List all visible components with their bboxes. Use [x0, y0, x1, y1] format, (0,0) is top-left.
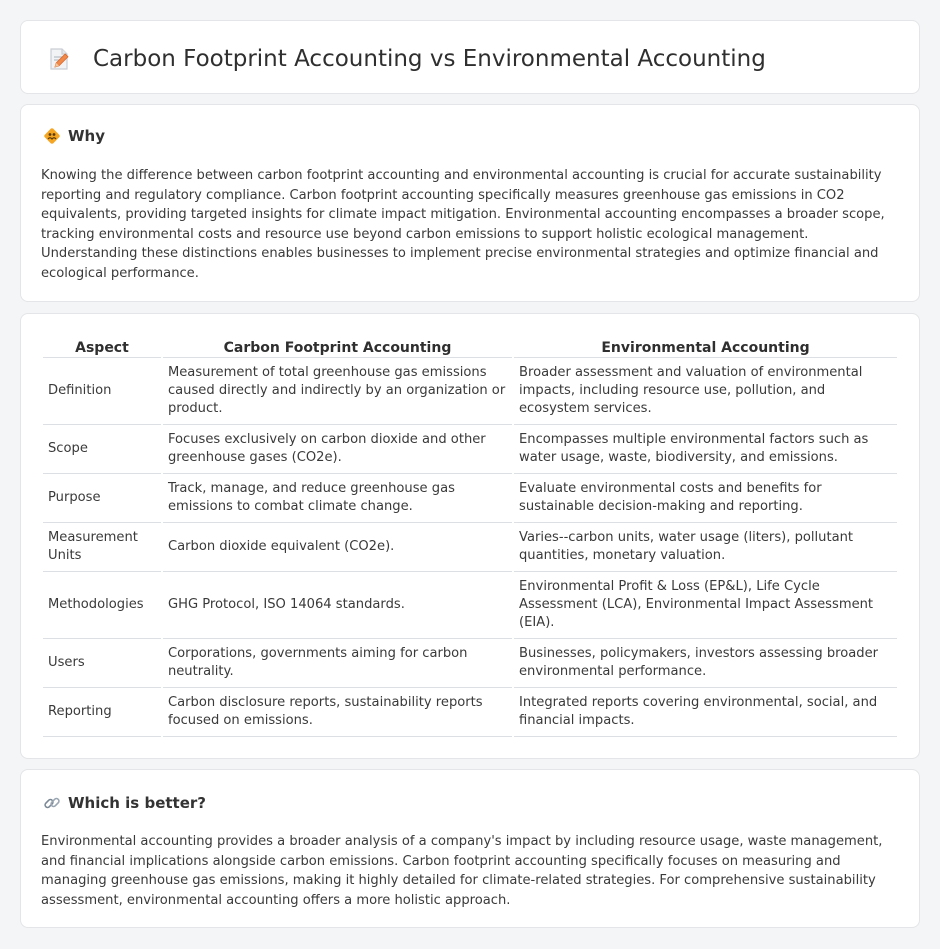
- title-row: [46, 41, 766, 77]
- header-carbon: Carbon Footprint Accounting: [163, 336, 512, 358]
- table-row: [43, 474, 897, 523]
- better-heading-label: Which is better?: [68, 794, 206, 812]
- cell-carbon: Carbon dioxide equivalent (CO2e).: [163, 523, 512, 572]
- cell-aspect: Purpose: [43, 474, 161, 523]
- table-row: [43, 358, 897, 425]
- cell-environmental: Integrated reports covering environmental, social, and financial impacts.: [514, 688, 897, 737]
- diamond-people-icon: [43, 127, 61, 145]
- link-icon: [43, 794, 61, 812]
- cell-carbon: GHG Protocol, ISO 14064 standards.: [163, 572, 512, 639]
- cell-aspect: Measurement Units: [43, 523, 161, 572]
- table-row: [43, 425, 897, 474]
- table-row: [43, 688, 897, 737]
- why-paragraph: Knowing the difference between carbon footprint accounting and environmental accounting is crucial for accurate sustainability reporting and regulatory compliance. Carbon footprint accounting specifically measures greenhouse gas emissions in CO2 equivalents, providing targeted insights for climate impact mitigation. Environmental accounting encompasses a broader scope, tracking environmental costs and resource use beyond carbon emissions to support holistic ecological management. Understanding these distinctions enables businesses to implement precise environmental strategies and optimize financial and ecological performance.: [41, 168, 885, 281]
- cell-carbon: Corporations, governments aiming for carbon neutrality.: [163, 639, 512, 688]
- better-heading: [43, 794, 206, 812]
- comparison-section: [20, 313, 920, 759]
- cell-aspect: Methodologies: [43, 572, 161, 639]
- cell-aspect: Definition: [43, 358, 161, 425]
- which-better-section: [20, 769, 920, 928]
- cell-aspect: Reporting: [43, 688, 161, 737]
- header-environmental: Environmental Accounting: [514, 336, 897, 358]
- cell-environmental: Businesses, policymakers, investors assessing broader environmental performance.: [514, 639, 897, 688]
- table-row: [43, 523, 897, 572]
- cell-aspect: Users: [43, 639, 161, 688]
- cell-environmental: Varies--carbon units, water usage (liters), pollutant quantities, monetary valuation.: [514, 523, 897, 572]
- cell-environmental: Encompasses multiple environmental factors such as water usage, waste, biodiversity, and emissions.: [514, 425, 897, 474]
- cell-carbon: Focuses exclusively on carbon dioxide and other greenhouse gases (CO2e).: [163, 425, 512, 474]
- cell-carbon: Measurement of total greenhouse gas emissions caused directly and indirectly by an organization or product.: [163, 358, 512, 425]
- comparison-table: [41, 336, 899, 737]
- cell-carbon: Carbon disclosure reports, sustainability reports focused on emissions.: [163, 688, 512, 737]
- cell-environmental: Broader assessment and valuation of environmental impacts, including resource use, pollution, and ecosystem services.: [514, 358, 897, 425]
- page-title: Carbon Footprint Accounting vs Environmental Accounting: [93, 46, 766, 72]
- cell-environmental: Evaluate environmental costs and benefits for sustainable decision-making and reporting.: [514, 474, 897, 523]
- table-header-row: [43, 336, 897, 358]
- why-heading-label: Why: [68, 127, 106, 145]
- table-row: [43, 572, 897, 639]
- cell-carbon: Track, manage, and reduce greenhouse gas emissions to combat climate change.: [163, 474, 512, 523]
- table-row: [43, 639, 897, 688]
- cell-aspect: Scope: [43, 425, 161, 474]
- cell-environmental: Environmental Profit & Loss (EP&L), Life Cycle Assessment (LCA), Environmental Impact Assessment (EIA).: [514, 572, 897, 639]
- better-paragraph: Environmental accounting provides a broader analysis of a company's impact by including resource usage, waste management, and financial implications alongside carbon emissions. Carbon footprint accounting specifically focuses on measuring and managing greenhouse gas emissions, making it highly detailed for climate-related strategies. For comprehensive sustainability assessment, environmental accounting offers a more holistic approach.: [41, 834, 883, 908]
- document-edit-icon: [46, 46, 72, 72]
- header-aspect: Aspect: [43, 336, 161, 358]
- title-card: [20, 20, 920, 94]
- why-heading: [43, 127, 105, 145]
- why-section: [20, 104, 920, 302]
